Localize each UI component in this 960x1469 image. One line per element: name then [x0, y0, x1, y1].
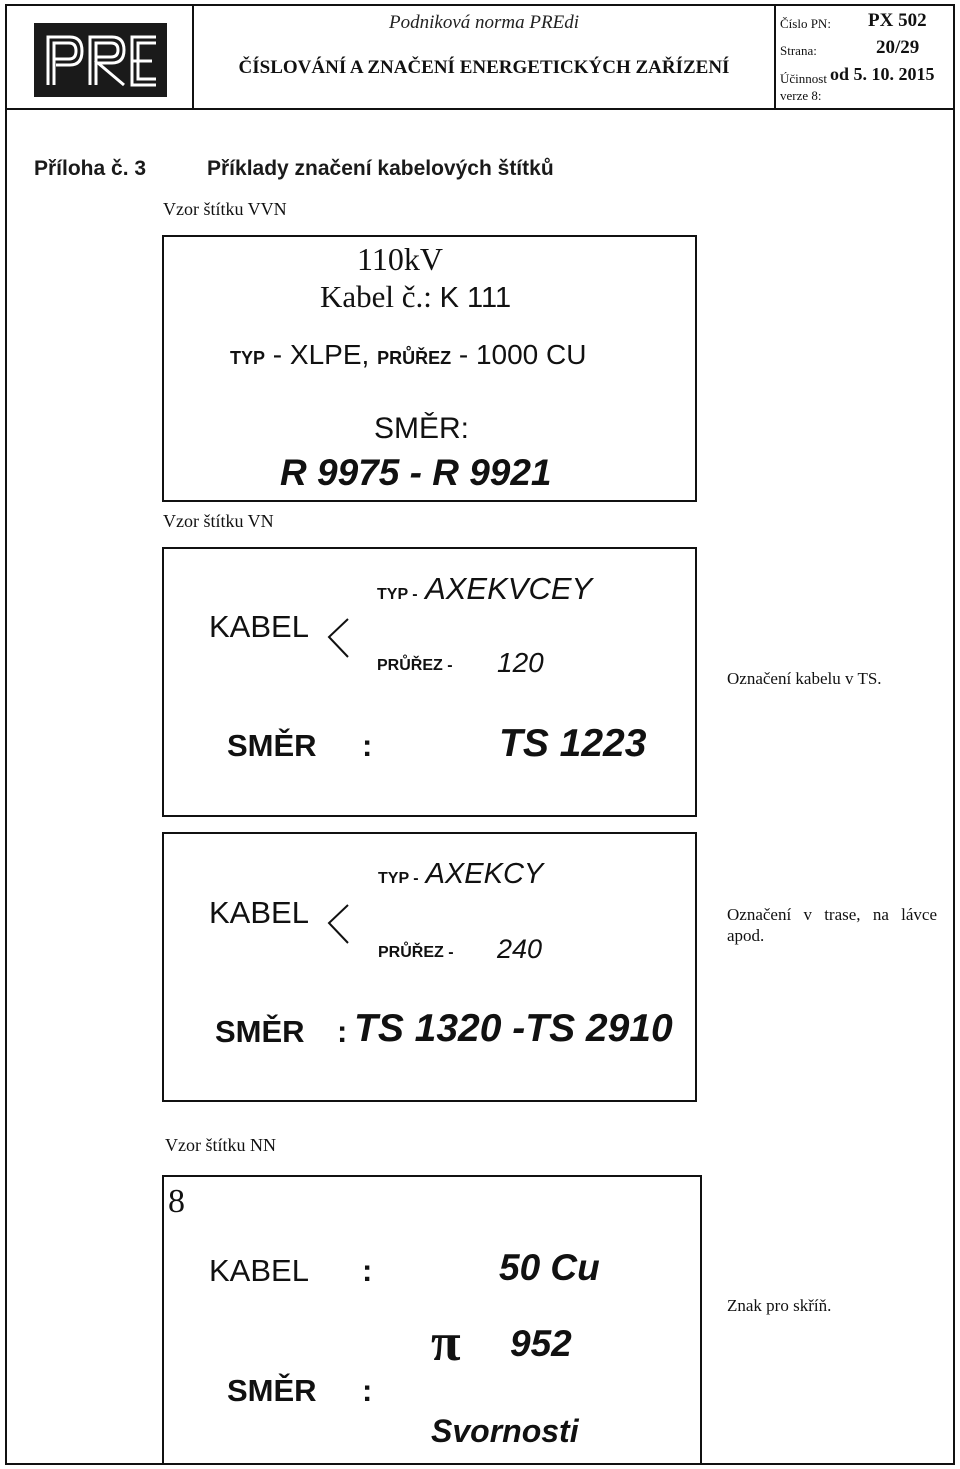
- company-logo: [34, 23, 167, 97]
- meta-cell: [776, 6, 953, 108]
- nn-direction-label: SMĚR: [227, 1373, 317, 1408]
- vn1-direction-value: TS 1223: [499, 722, 647, 765]
- vvn-type-value: - XLPE,: [272, 339, 370, 370]
- norm-title: Podniková norma PREdi: [389, 12, 579, 33]
- pn-label: Číslo PN:: [780, 16, 831, 31]
- nn-caption: Vzor štítku NN: [165, 1135, 276, 1155]
- vn1-note: Označení kabelu v TS.: [727, 669, 882, 688]
- nn-direction-value: 952: [510, 1323, 572, 1364]
- document-title: ČÍSLOVÁNÍ A ZNAČENÍ ENERGETICKÝCH ZAŘÍZENÍ: [238, 57, 730, 78]
- page-value: 20/29: [876, 37, 920, 58]
- vn1-section-label: PRŮŘEZ -: [377, 657, 453, 674]
- vvn-type-label: TYP: [230, 348, 266, 368]
- vvn-section-label: PRŮŘEZ: [377, 348, 452, 368]
- vvn-direction-value: R 9975 - R 9921: [280, 452, 552, 493]
- vn1-direction-label: SMĚR: [227, 728, 317, 763]
- vvn-cable-line: [320, 279, 511, 315]
- vn2-type-line: [378, 858, 543, 891]
- nn-pi-symbol: π: [431, 1312, 461, 1372]
- version-label: verze 8:: [780, 88, 822, 103]
- appendix-title: Příklady značení kabelových štítků: [207, 157, 554, 180]
- vvn-direction-label: SMĚR:: [374, 412, 470, 445]
- vn2-direction-label: SMĚR: [215, 1014, 305, 1049]
- vn-sign-2: [162, 832, 697, 1102]
- vn1-bracket-icon: [326, 617, 352, 659]
- vvn-section-value: - 1000 CU: [458, 339, 587, 370]
- vvn-cable-value: K 111: [439, 282, 512, 314]
- vvn-cable-label: Kabel č.:: [320, 279, 432, 314]
- vn1-type-line: [377, 571, 592, 607]
- title-cell: [194, 6, 776, 108]
- vn2-note: Označení v trase, na lávce apod.: [727, 905, 937, 945]
- pre-logo-icon: [34, 23, 167, 97]
- effective-value: od 5. 10. 2015: [830, 64, 935, 84]
- vvn-caption: Vzor štítku VVN: [163, 199, 287, 219]
- logo-cell: [7, 6, 194, 108]
- vvn-sign: [162, 235, 697, 502]
- vn2-colon: :: [337, 1014, 348, 1049]
- document-header: [5, 4, 955, 110]
- nn-sign: [162, 1175, 702, 1465]
- vn2-type-value: AXEKCY: [425, 858, 544, 890]
- vn2-section-value: 240: [497, 934, 543, 964]
- nn-colon-2: :: [362, 1373, 373, 1408]
- vn1-section-value: 120: [497, 647, 544, 678]
- vvn-type-line: [230, 339, 586, 371]
- vn2-direction-value: TS 1320 -TS 2910: [354, 1007, 673, 1050]
- vn-caption: Vzor štítku VN: [163, 511, 274, 531]
- vvn-voltage: 110kV: [357, 241, 443, 277]
- vn-sign-1: [162, 547, 697, 817]
- vn1-cable-label: KABEL: [209, 609, 309, 644]
- vn2-cable-label: KABEL: [209, 895, 309, 930]
- appendix-number: Příloha č. 3: [34, 157, 147, 180]
- vn2-section-label: PRŮŘEZ -: [378, 944, 454, 961]
- pn-value: PX 502: [868, 10, 927, 31]
- page-label: Strana:: [780, 43, 817, 58]
- nn-cable-value: 50 Cu: [499, 1247, 600, 1288]
- effective-label: Účinnost: [780, 71, 827, 86]
- vn1-colon: :: [362, 728, 373, 763]
- vn1-type-value: AXEKVCEY: [425, 571, 593, 606]
- vn2-type-label: TYP -: [378, 870, 419, 887]
- nn-cable-label: KABEL: [209, 1253, 309, 1288]
- nn-note: Znak pro skříň.: [727, 1296, 832, 1315]
- nn-colon-1: :: [362, 1253, 373, 1288]
- vn2-bracket-icon: [326, 903, 352, 945]
- nn-extra: Svornosti: [431, 1413, 579, 1449]
- vn1-type-label: TYP -: [377, 586, 418, 603]
- nn-number: 8: [168, 1183, 185, 1220]
